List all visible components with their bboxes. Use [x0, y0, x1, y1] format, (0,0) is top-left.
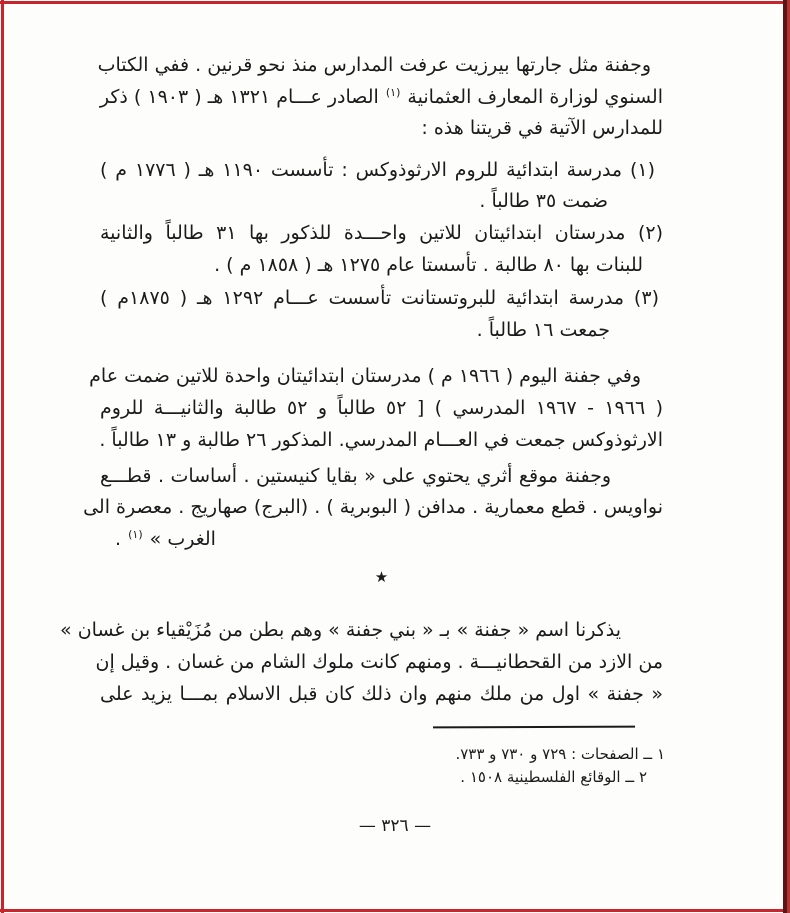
intro-line-2-text-a: السنوي لوزارة المعارف العثمانية	[407, 86, 663, 108]
footnote-marker-1: (١)	[385, 86, 401, 99]
site-paragraph-line-2: نواويس . قطع معمارية . مدافن ( البوبرية ) . (البرج) صهاريج . معصرة الى	[83, 496, 663, 518]
school-item-3-line-2: جمعت ١٦ طالباً .	[476, 319, 610, 341]
scan-border-top	[0, 1, 790, 4]
today-paragraph-line-2: ( ١٩٦٦ - ١٩٦٧ المدرسي ) [ ٥٢ طالباً و ٥٢ طالبة والثانيـــة للروم	[100, 397, 663, 419]
school-item-1-line-2: ضمت ٣٥ طالباً .	[479, 190, 608, 212]
today-paragraph-line-3: الارثوذوكس جمعت في العـــام المدرسي. المذكور ٢٦ طالبة و ١٣ طالباً .	[99, 429, 663, 451]
footnote-marker-1-repeat: (١)	[128, 528, 143, 541]
school-item-1-line-1: (١) مدرسة ابتدائية للروم الارثوذوكس : تأسست ١١٩٠ هـ ( ١٧٧٦ م )	[100, 159, 656, 181]
footnote-2: ٢ ــ الوقائع الفلسطينية ١٥٠٨ .	[460, 768, 647, 786]
scan-border-bottom	[0, 909, 790, 912]
school-item-2-line-2: للبنات بها ٨٠ طالبة . تأسستا عام ١٢٧٥ هـ ( ١٨٥٨ م ) .	[214, 254, 643, 276]
history-paragraph-line-1: يذكرنا اسم « جفنة » بـ « بني جفنة » وهم بطن من مُزَيْقياء بن غسان »	[60, 619, 621, 641]
school-item-3-line-1: (٣) مدرسة ابتدائية للبروتستانت تأسست عـــام ١٢٩٢ هـ ( ١٨٧٥م )	[100, 287, 659, 309]
page-number: — ٣٢٦ —	[358, 816, 432, 836]
intro-paragraph-line-1: وجفنة مثل جارتها بيرزيت عرفت المدارس منذ نحو قرنين . ففي الكتاب	[97, 54, 651, 76]
intro-paragraph-line-3: للمدارس الآتية في قريتنا هذه :	[421, 117, 663, 139]
history-paragraph-line-3: « جفنة » اول من ملك منهم وان ذلك كان قبل الاسلام بمـــا يزيد على	[100, 683, 663, 705]
today-paragraph-line-1: وفي جفنة اليوم ( ١٩٦٦ م ) مدرستان ابتدائيتان واحدة للاتين ضمت عام	[89, 365, 641, 387]
intro-line-2-text-b: الصادر عـــام ١٣٢١ هـ ( ١٩٠٣ ) ذكر	[99, 86, 379, 108]
intro-paragraph-line-2	[100, 84, 663, 113]
school-item-2-line-1: (٢) مدرستان ابتدائيتان للاتين واحـــدة للذكور بها ٣١ طالباً والثانية	[100, 222, 664, 244]
site-line-3-period: .	[115, 528, 122, 550]
site-paragraph-line-3	[115, 526, 216, 555]
site-paragraph-line-1: وجفنة موقع أثري يحتوي على « بقايا كنيستين . أساسات . قطـــع	[100, 465, 611, 487]
footnote-1: ١ ــ الصفحات : ٧٢٩ و ٧٣٠ و ٧٣٣.	[455, 745, 665, 763]
site-line-3-text: الغرب »	[149, 528, 216, 550]
history-paragraph-line-2: من الازد من القحطانيـــة . ومنهم كانت ملوك الشام من غسان . وقيل إن	[95, 651, 663, 673]
scan-border-left	[1, 0, 4, 913]
star-divider-icon: ★	[374, 568, 389, 586]
footnote-separator-rule	[433, 726, 635, 729]
